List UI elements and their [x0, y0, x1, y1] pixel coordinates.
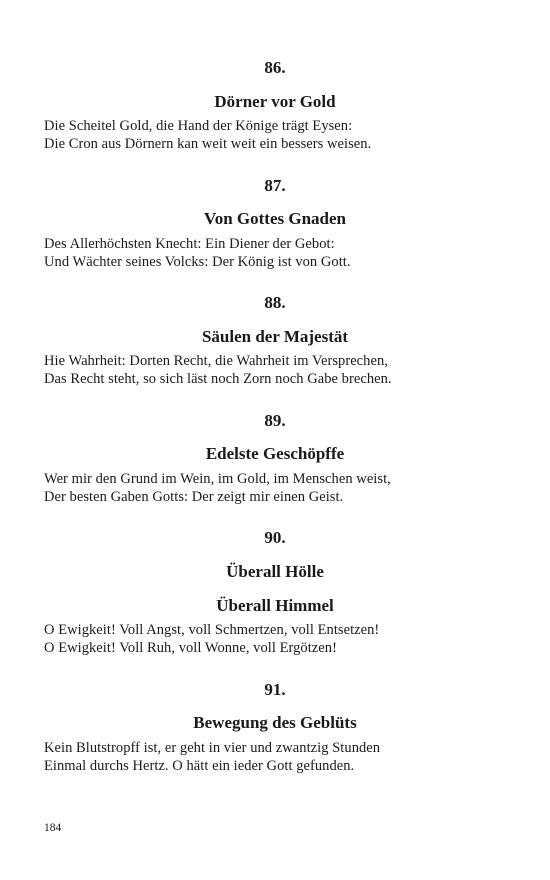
poem-title: Dörner vor Gold [214, 92, 336, 111]
poem-title: Bewegung des Geblüts [193, 713, 357, 732]
poem-line: Wer mir den Grund im Wein, im Gold, im Menschen weist, [44, 471, 391, 487]
page-number: 184 [44, 822, 62, 834]
poem-title: Säulen der Majestät [201, 327, 349, 346]
poem-line: O Ewigkeit! Voll Angst, voll Schmertzen, voll Entsetzen! [44, 622, 380, 638]
poem-line: Die Cron aus Dörnern kan weit weit ein bessers weisen. [44, 136, 372, 152]
poem-number: 86. [264, 58, 286, 77]
poem-line: Einmal durchs Hertz. O hätt ein ieder Gott gefunden. [44, 758, 355, 774]
poem-line: Und Wächter seines Volcks: Der König ist von Gott. [44, 254, 351, 270]
poem-line: Des Allerhöchsten Knecht: Ein Diener der Gebot: [44, 236, 335, 252]
poem-number: 91. [264, 680, 286, 699]
poem-line: Der besten Gaben Gotts: Der zeigt mir einen Geist. [44, 489, 344, 505]
poem-title: Edelste Geschöpffe [205, 444, 345, 463]
poem-title: Überall Hölle [226, 562, 324, 581]
poem-line: Das Recht steht, so sich läst noch Zorn noch Gabe brechen. [44, 371, 392, 387]
poem-number: 87. [264, 176, 286, 195]
poem-title: Von Gottes Gnaden [203, 209, 346, 228]
poem-number: 90. [264, 528, 286, 547]
poem-line: Hie Wahrheit: Dorten Recht, die Wahrheit im Versprechen, [44, 353, 388, 369]
poem-line: O Ewigkeit! Voll Ruh, voll Wonne, voll Ergötzen! [44, 640, 337, 656]
poem-line: Die Scheitel Gold, die Hand der Könige trägt Eysen: [44, 118, 353, 134]
poem-number: 89. [264, 411, 286, 430]
poem-number: 88. [264, 293, 286, 312]
poem-title: Überall Himmel [216, 596, 334, 615]
poem-line: Kein Blutstropff ist, er geht in vier und zwantzig Stunden [44, 740, 381, 756]
